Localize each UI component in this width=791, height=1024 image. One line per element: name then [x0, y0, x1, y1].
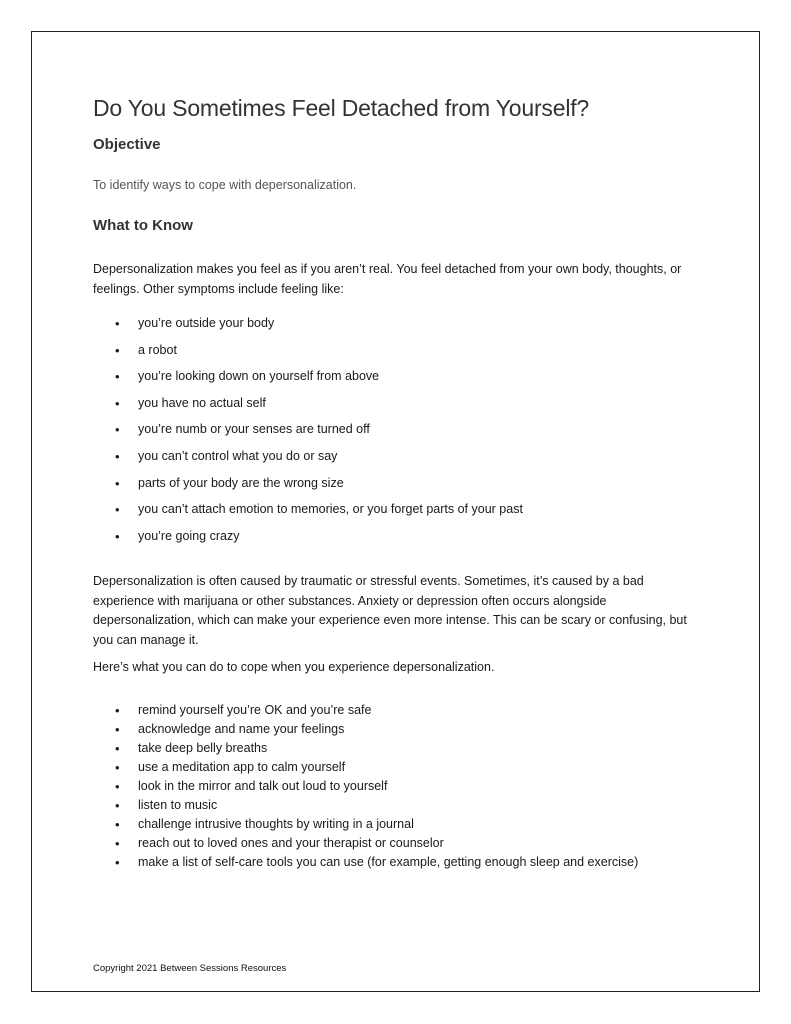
symptoms-list — [93, 314, 693, 553]
list-item: • parts of your body are the wrong size — [93, 474, 693, 501]
objective-heading: Objective — [93, 136, 161, 153]
list-item: • listen to music — [93, 796, 693, 815]
what-to-know-heading: What to Know — [93, 217, 193, 234]
list-item: • acknowledge and name your feelings — [93, 720, 693, 739]
list-item: • challenge intrusive thoughts by writing in a journal — [93, 815, 693, 834]
list-item: • a robot — [93, 341, 693, 368]
list-item: • you’re looking down on yourself from above — [93, 367, 693, 394]
intro-paragraph: Depersonalization makes you feel as if you aren’t real. You feel detached from your own body, thoughts, or feelings. Other symptoms include feeling like: — [93, 262, 682, 296]
list-item: • reach out to loved ones and your therapist or counselor — [93, 834, 693, 853]
page-title: Do You Sometimes Feel Detached from Yourself? — [93, 95, 590, 121]
list-item: • take deep belly breaths — [93, 739, 693, 758]
coping-intro: Here’s what you can do to cope when you experience depersonalization. — [93, 660, 495, 674]
list-item: • remind yourself you’re OK and you’re safe — [93, 701, 693, 720]
list-item: • look in the mirror and talk out loud to yourself — [93, 777, 693, 796]
list-item: • you’re going crazy — [93, 527, 693, 554]
copyright-footer: Copyright 2021 Between Sessions Resources — [93, 963, 287, 974]
list-item: • you’re outside your body — [93, 314, 693, 341]
causes-paragraph: Depersonalization is often caused by traumatic or stressful events. Sometimes, it’s caused by a bad experience with marijuana or other substances. Anxiety or depression often occurs alongside depersonalization, which can make your experience even more intense. This can be scary or confusing, but you can manage it. — [93, 574, 687, 647]
list-item: • you can’t control what you do or say — [93, 447, 693, 474]
list-item: • you’re numb or your senses are turned off — [93, 420, 693, 447]
list-item: • make a list of self-care tools you can use (for example, getting enough sleep and exercise) — [93, 853, 693, 872]
list-item: • use a meditation app to calm yourself — [93, 758, 693, 777]
list-item: • you can’t attach emotion to memories, or you forget parts of your past — [93, 500, 693, 527]
list-item: • you have no actual self — [93, 394, 693, 421]
coping-tips-list — [93, 701, 693, 872]
objective-text: To identify ways to cope with depersonalization. — [93, 178, 357, 192]
